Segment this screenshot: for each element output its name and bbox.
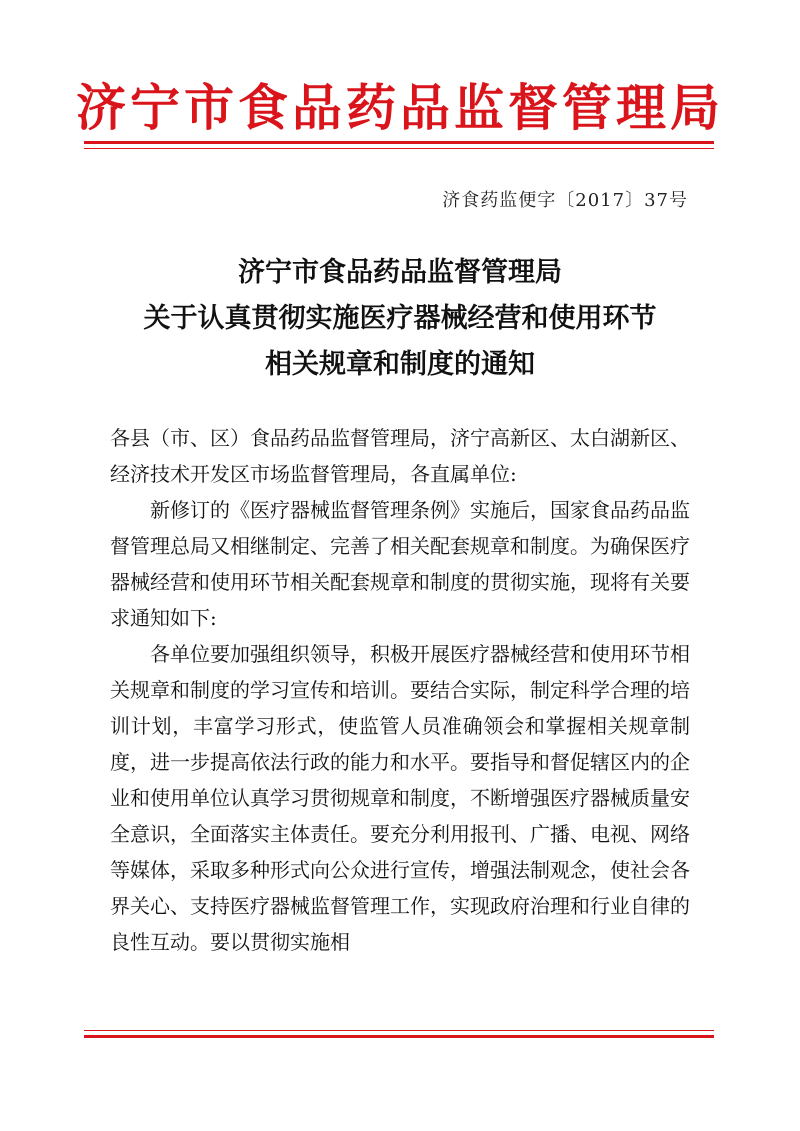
masthead-rule-thick (84, 141, 714, 144)
body-paragraph-1: 新修订的《医疗器械监督管理条例》实施后，国家食品药品监督管理总局又相继制定、完善了相关配套规章和制度。为确保医疗器械经营和使用环节相关配套规章和制度的贯彻实施，现将有关要求通知如下: (110, 498, 690, 630)
document-heading (0, 250, 800, 388)
footer-rule-thick (84, 1035, 714, 1038)
heading-line-3: 相关规章和制度的通知 (265, 349, 535, 380)
body-paragraph-2: 各单位要加强组织领导，积极开展医疗器械经营和使用环节相关规章和制度的学习宣传和培训。要结合实际，制定科学合理的培训计划，丰富学习形式，使监管人员准确领会和掌握相关规章制度，进一步提高依法行政的能力和水平。要指导和督促辖区内的企业和使用单位认真学习贯彻规章和制度，不断增强医疗器械质量安全意识，全面落实主体责任。要充分利用报刊、广播、电视、网络等媒体，采取多种形式向公众进行宣传，增强法制观念，使社会各界关心、支持医疗器械监督管理工作，实现政府治理和行业自律的良性互动。要以贯彻实施相 (110, 642, 690, 954)
document-body (110, 420, 690, 960)
masthead-rule-thin (84, 148, 714, 149)
document-number: 济食药监便字〔2017〕37号 (442, 190, 688, 211)
masthead (0, 78, 800, 138)
addressee: 各县（市、区）食品药品监督管理局，济宁高新区、太白湖新区、经济技术开发区市场监督管理局，各直属单位: (110, 426, 690, 486)
heading-line-2: 关于认真贯彻实施医疗器械经营和使用环节 (143, 303, 657, 334)
footer-rule-thin (84, 1030, 714, 1031)
masthead-title: 济宁市食品药品监督管理局 (76, 78, 724, 137)
heading-line-1: 济宁市食品药品监督管理局 (238, 257, 562, 288)
